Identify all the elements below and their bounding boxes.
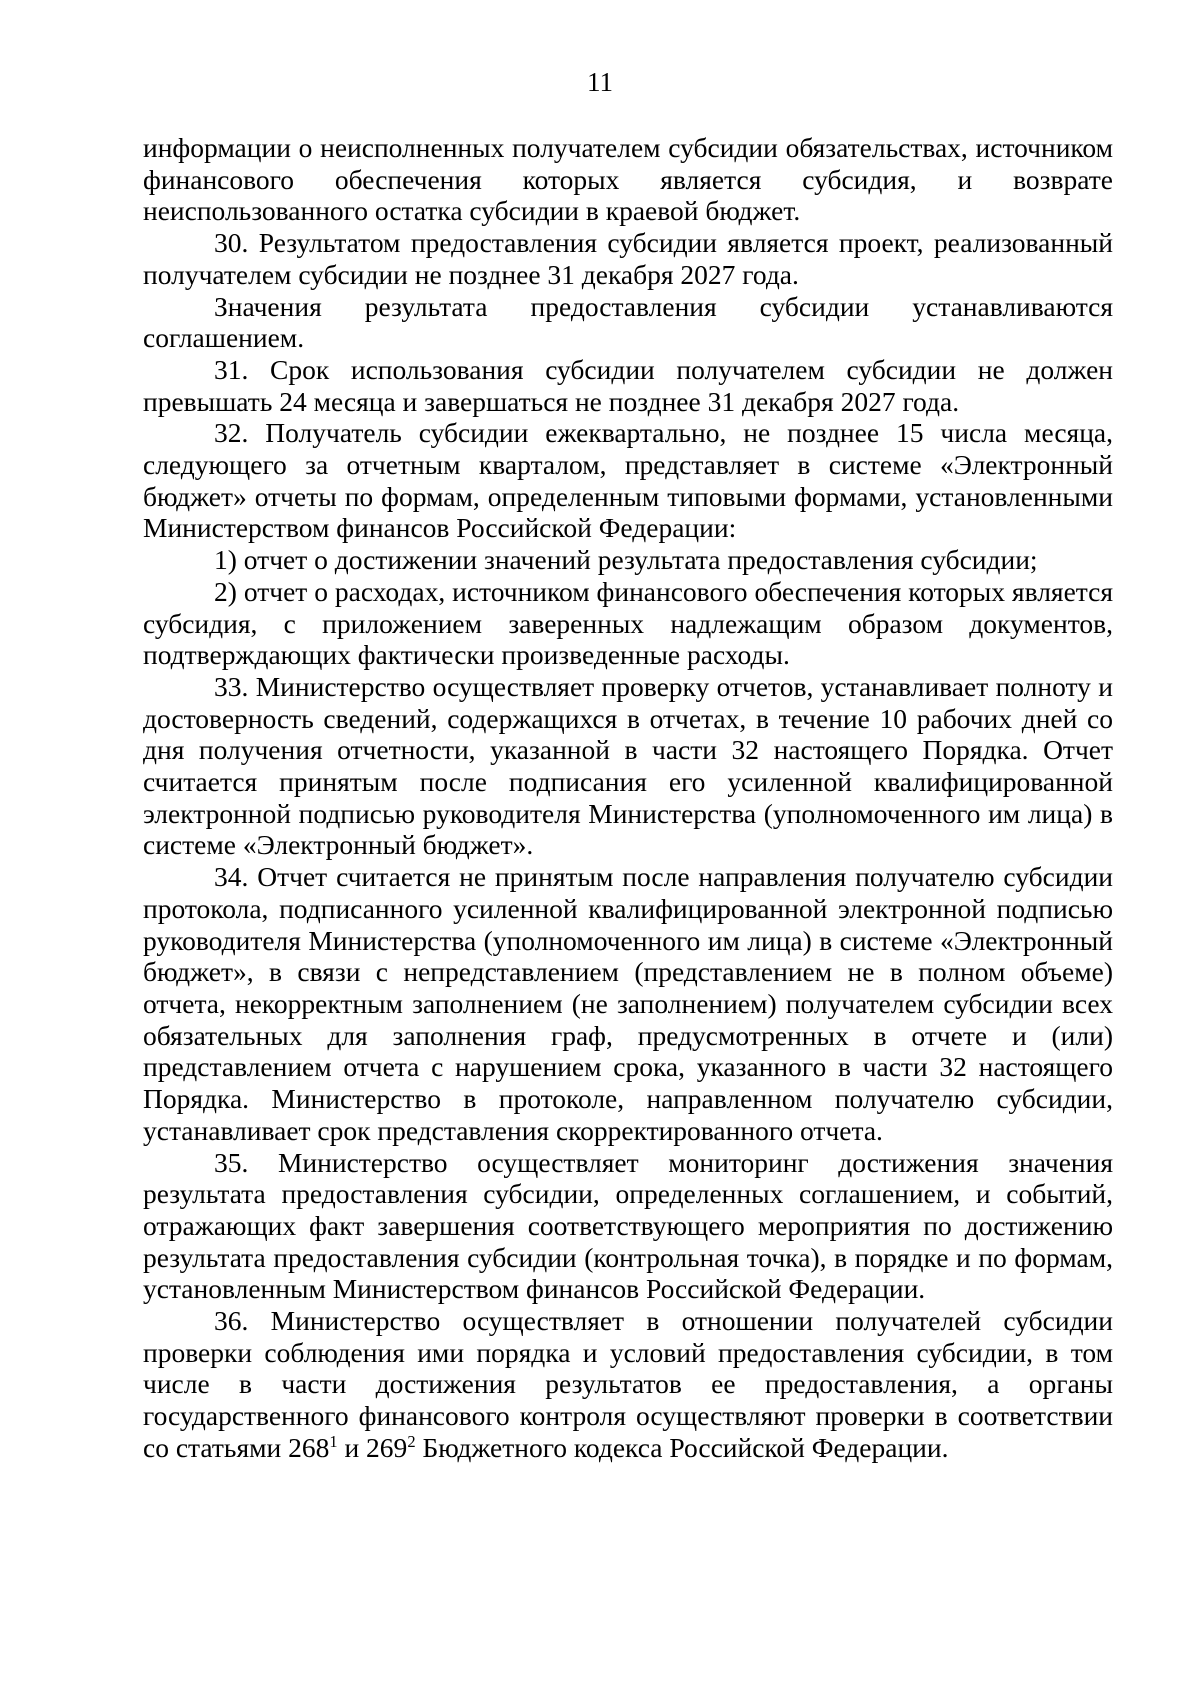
paragraph-30-values: Значения результата предоставления субсидии устанавливаются соглашением. bbox=[143, 290, 1113, 354]
paragraph-30: 30. Результатом предоставления субсидии является проект, реализованный получателем субсидии не позднее 31 декабря 2027 года. bbox=[143, 227, 1113, 290]
paragraph-33: 33. Министерство осуществляет проверку отчетов, устанавливает полноту и достоверность сведений, содержащихся в отчетах, в течение 10 рабочих дней со дня получения отчетности, указанной в части 32 настоящего Порядка. Отчет считается принятым после подписания его усиленной квалифицированной электронной подписью руководителя Министерства (уполномоченного им лица) в системе «Электронный бюджет». bbox=[143, 670, 1113, 861]
paragraph-32: 32. Получатель субсидии ежеквартально, не позднее 15 числа месяца, следующего за отчетным кварталом, представляет в системе «Электронный бюджет» отчеты по формам, определенным типовыми формами, установленными Министерством финансов Российской Федерации: bbox=[143, 417, 1113, 544]
document-body bbox=[143, 132, 1113, 1464]
paragraph-36-text-end: Бюджетного кодекса Российской Федерации. bbox=[415, 1431, 949, 1463]
paragraph-32-item-2: 2) отчет о расходах, источником финансового обеспечения которых является субсидия, с приложением заверенных надлежащим образом документов, подтверждающих фактически произведенные расходы. bbox=[143, 575, 1113, 671]
superscript-269: 2 bbox=[407, 1431, 416, 1451]
paragraph-36 bbox=[143, 1305, 1113, 1464]
paragraph-32-item-1: 1) отчет о достижении значений результата предоставления субсидии; bbox=[214, 544, 1038, 576]
paragraph-continuation: информации о неисполненных получателем субсидии обязательствах, источником финансового обеспечения которых является субсидия, и возврате неиспользованного остатка субсидии в краевой бюджет. bbox=[143, 132, 1113, 227]
paragraph-36-text-start: 36. Министерство осуществляет в отношении получателей субсидии проверки соблюдения ими порядка и условий предоставления субсидии, в том числе в части достижения результатов ее предоставления, а органы государственного финансового контроля осуществляют проверки в соответствии со статьями 268 bbox=[143, 1305, 1113, 1463]
paragraph-36-text-middle: и 269 bbox=[337, 1431, 408, 1463]
page-number: 11 bbox=[587, 67, 613, 97]
superscript-268: 1 bbox=[329, 1431, 338, 1451]
paragraph-31: 31. Срок использования субсидии получателем субсидии не должен превышать 24 месяца и завершаться не позднее 31 декабря 2027 года. bbox=[143, 353, 1113, 417]
paragraph-35: 35. Министерство осуществляет мониторинг достижения значения результата предоставления субсидии, определенных соглашением, и событий, отражающих факт завершения соответствующего мероприятия по достижению результата предоставления субсидии (контрольная точка), в порядке и по формам, установленным Министерством финансов Российской Федерации. bbox=[143, 1146, 1113, 1305]
paragraph-34: 34. Отчет считается не принятым после направления получателю субсидии протокола, подписанного усиленной квалифицированной электронной подписью руководителя Министерства (уполномоченного им лица) в системе «Электронный бюджет», в связи с непредставлением (представлением не в полном объеме) отчета, некорректным заполнением (не заполнением) получателем субсидии всех обязательных для заполнения граф, предусмотренных в отчете и (или) представлением отчета с нарушением срока, указанного в части 32 настоящего Порядка. Министерство в протоколе, направленном получателю субсидии, устанавливает срок представления скорректированного отчета. bbox=[143, 861, 1113, 1146]
